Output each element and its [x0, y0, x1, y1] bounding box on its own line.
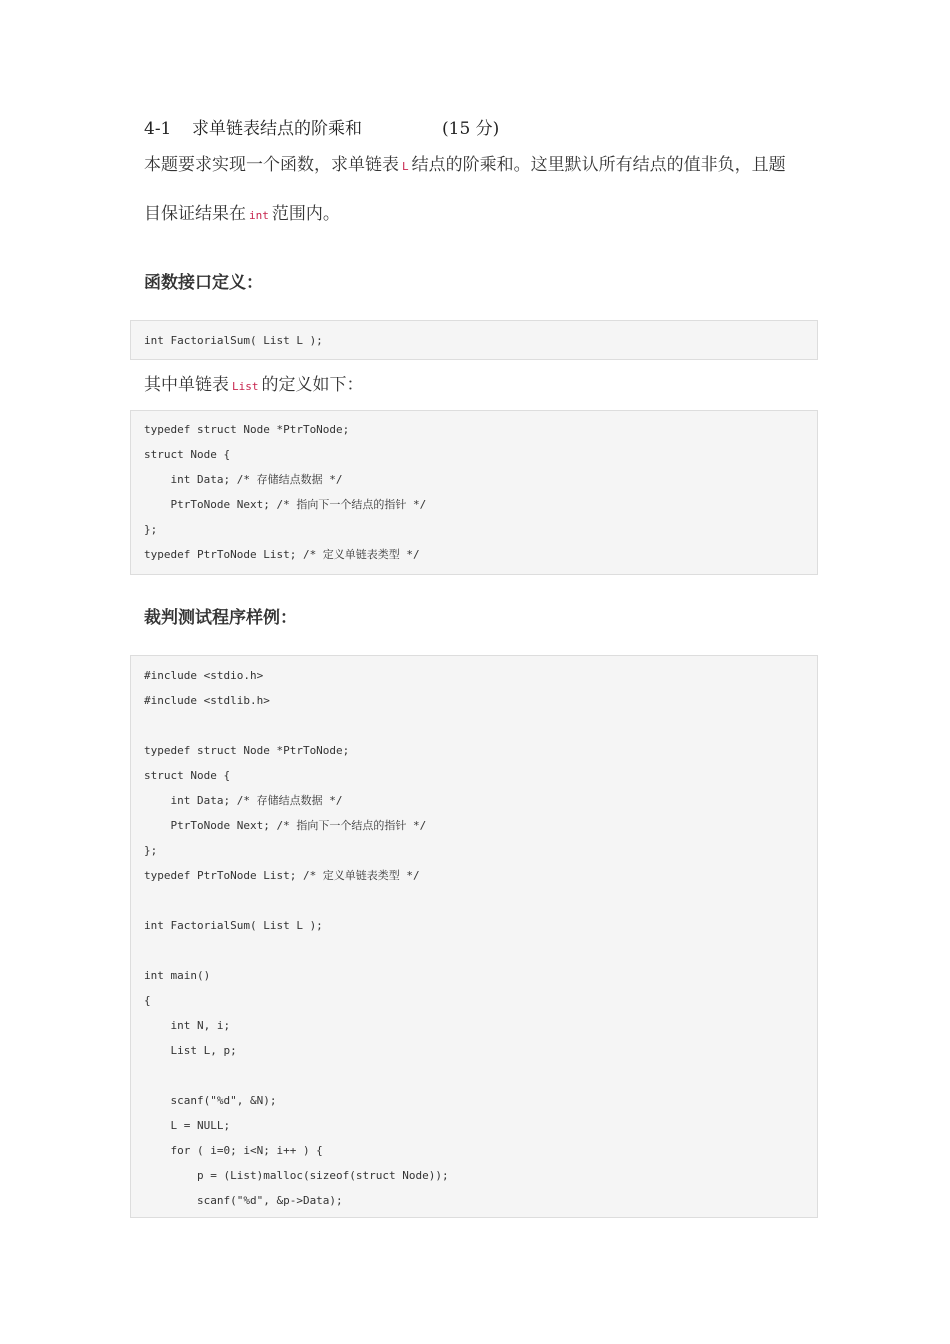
- description-line-2: [144, 202, 816, 228]
- code-line: p = (List)malloc(sizeof(struct Node));: [144, 1169, 449, 1182]
- description-text: 范围内。: [271, 204, 340, 224]
- code-line: {: [144, 994, 151, 1007]
- code-line: [144, 1063, 804, 1088]
- code-line: typedef struct Node *PtrToNode;: [144, 744, 350, 757]
- list-def-text: [144, 373, 816, 399]
- code-line: PtrToNode Next; /* 指向下一个结点的指针 */: [144, 498, 427, 511]
- list-def-text-after: 的定义如下：: [261, 375, 364, 395]
- description-text: 本题要求实现一个函数，求单链表: [144, 155, 399, 175]
- code-line: [144, 938, 804, 963]
- inline-code-int: int: [249, 209, 269, 222]
- description-text: 结点的阶乘和。这里默认所有结点的值非负，且题: [411, 155, 786, 175]
- code-line: #include <stdlib.h>: [144, 694, 270, 707]
- code-line: [144, 713, 804, 738]
- code-line: List L, p;: [144, 1044, 237, 1057]
- interface-code-block: [130, 320, 818, 360]
- code-line: int Data; /* 存储结点数据 */: [144, 473, 343, 486]
- interface-heading: 函数接口定义：: [144, 273, 263, 293]
- code-line: struct Node {: [144, 448, 231, 461]
- code-line: int main(): [144, 969, 211, 982]
- code-line: int N, i;: [144, 1019, 231, 1032]
- code-line: scanf("%d", &N);: [144, 1094, 277, 1107]
- code-line: typedef PtrToNode List; /* 定义单链表类型 */: [144, 548, 420, 561]
- list-def-code-block: [130, 410, 818, 575]
- problem-score: (15 分): [442, 119, 500, 139]
- list-def-text-before: 其中单链表: [144, 375, 229, 395]
- code-line: #include <stdio.h>: [144, 669, 264, 682]
- problem-name: 求单链表结点的阶乘和: [192, 119, 362, 139]
- code-line: typedef struct Node *PtrToNode;: [144, 423, 350, 436]
- inline-code-List: List: [232, 380, 259, 393]
- code-line: scanf("%d", &p->Data);: [144, 1194, 343, 1207]
- code-line: typedef PtrToNode List; /* 定义单链表类型 */: [144, 869, 420, 882]
- code-line: L = NULL;: [144, 1119, 231, 1132]
- code-line: };: [144, 523, 158, 536]
- description-line-1: [144, 153, 816, 179]
- code-line: [144, 888, 804, 913]
- code-line: int FactorialSum( List L );: [144, 919, 323, 932]
- sample-code-block: [130, 655, 818, 1218]
- code-line: PtrToNode Next; /* 指向下一个结点的指针 */: [144, 819, 427, 832]
- code-line: for ( i=0; i<N; i++ ) {: [144, 1144, 323, 1157]
- description-text: 目保证结果在: [144, 204, 246, 224]
- problem-title: [144, 114, 499, 139]
- code-line: };: [144, 844, 158, 857]
- code-line: int FactorialSum( List L );: [144, 334, 323, 347]
- sample-heading: 裁判测试程序样例：: [144, 608, 297, 628]
- problem-number: 4-1: [144, 119, 172, 139]
- code-line: int Data; /* 存储结点数据 */: [144, 794, 343, 807]
- code-line: struct Node {: [144, 769, 231, 782]
- inline-code-L: L: [402, 160, 409, 173]
